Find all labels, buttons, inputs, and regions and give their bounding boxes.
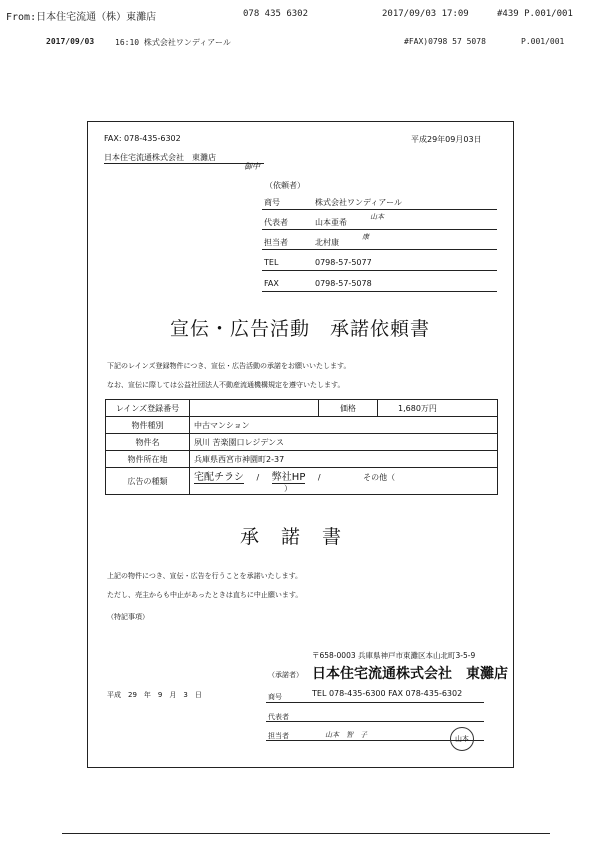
- table-row: [106, 400, 498, 417]
- fax-header-from: From:日本住宅流通（株）東灘店: [6, 12, 157, 23]
- personal-seal: 山本: [450, 727, 474, 751]
- address-label: 物件所在地: [106, 451, 190, 468]
- reins-label: レインズ登録番号: [106, 400, 190, 417]
- requester-tel-underline: [262, 270, 497, 271]
- requester-company-label: 商号: [264, 198, 280, 207]
- table-row: [106, 451, 498, 468]
- type-value: 中古マンション: [190, 417, 498, 434]
- intro-line-2: なお、宣伝に際しては公益社団法人不動産流通機構規定を遵守いたします。: [107, 381, 345, 389]
- requester-rep-label: 代表者: [264, 218, 288, 227]
- media-label: 広告の種類: [106, 468, 190, 495]
- media-separator-2: /: [317, 473, 321, 482]
- stamp-address: 〒658-0003 兵庫県神戸市東灘区本山北町3-5-9: [312, 651, 476, 660]
- intro-line-1: 下記のレインズ登録物件につき、宣伝・広告活動の承諾をお願いいたします。: [107, 362, 351, 370]
- requester-manager-underline: [262, 249, 497, 250]
- media-flyer: 宅配チラシ: [194, 472, 244, 483]
- approval-line-1: 上記の物件につき、宣伝・広告を行うことを承諾いたします。: [107, 572, 303, 580]
- fax-header-number: 078 435 6302: [243, 9, 309, 19]
- name-value: 夙川 苦楽園口レジデンス: [190, 434, 498, 451]
- table-row: [106, 468, 498, 495]
- approver-rep-underline: [266, 721, 484, 722]
- requester-rep-stamp: 山本: [370, 213, 384, 221]
- requester-company-underline: [262, 209, 497, 210]
- stamp-tel-fax: TEL 078-435-6300 FAX 078-435-6302: [312, 689, 463, 698]
- price-value: 1,680万円: [378, 400, 498, 417]
- media-other-close: ）: [284, 484, 292, 493]
- doc-date: 平成29年09月03日: [411, 135, 482, 144]
- media-website: 弊社HP: [271, 472, 306, 483]
- fax-header2-fax: #FAX)0798 57 5078: [404, 37, 486, 46]
- requester-tel: 0798-57-5077: [315, 258, 372, 267]
- approval-line-2: ただし、売主からも中止があったときは直ちに中止願います。: [107, 591, 303, 599]
- requester-fax-label: FAX: [264, 279, 279, 288]
- bottom-rule: [62, 833, 550, 834]
- fax-header-datetime: 2017/09/03 17:09: [382, 9, 469, 19]
- recipient-underline: [104, 163, 264, 164]
- requester-rep-underline: [262, 229, 497, 230]
- requester-heading: （依頼者）: [265, 181, 305, 190]
- fax-header2-page: P.001/001: [521, 37, 565, 46]
- table-row: [106, 434, 498, 451]
- requester-manager-label: 担当者: [264, 238, 288, 247]
- approval-title: 承諾書: [240, 526, 364, 548]
- requester-company: 株式会社ワンディアール: [315, 198, 402, 207]
- recipient-honorific: 御中: [244, 162, 260, 171]
- price-label: 価格: [319, 400, 378, 417]
- doc-fax-line: FAX: 078-435-6302: [104, 134, 181, 143]
- stamp-company: 日本住宅流通株式会社 東灘店: [312, 666, 508, 682]
- approver-heading: （承諾者）: [268, 671, 303, 679]
- document-title: 宣伝・広告活動 承諾依頼書: [170, 318, 431, 340]
- requester-fax: 0798-57-5078: [315, 279, 372, 288]
- requester-rep: 山本亜希: [315, 218, 347, 227]
- property-info-table: [105, 399, 498, 495]
- type-label: 物件種別: [106, 417, 190, 434]
- fax-header-page: #439 P.001/001: [497, 9, 573, 19]
- fax-header2-company: 16:10 株式会社ワンディアール: [115, 38, 231, 47]
- approver-trade-label: 商号: [268, 693, 282, 701]
- signed-date: 平成 29 年 9 月 3 日: [107, 691, 202, 699]
- media-cell: [190, 468, 498, 495]
- reins-value: [190, 400, 319, 417]
- approver-rep-label: 代表者: [268, 713, 289, 721]
- recipient: 日本住宅流通株式会社 東灘店: [104, 153, 216, 162]
- name-label: 物件名: [106, 434, 190, 451]
- approver-person-label: 担当者: [268, 732, 289, 740]
- requester-manager-stamp: 康: [362, 233, 369, 241]
- requester-tel-label: TEL: [264, 258, 279, 267]
- approver-person-name: 山本 智 子: [325, 731, 367, 739]
- media-separator-1: /: [256, 473, 260, 482]
- requester-manager: 北村康: [315, 238, 339, 247]
- requester-fax-underline: [262, 291, 497, 292]
- approver-trade-underline: [266, 702, 484, 703]
- media-other: その他（: [363, 473, 396, 482]
- fax-header2-date: 2017/09/03: [46, 37, 95, 46]
- address-value: 兵庫県西宮市神園町2-37: [190, 451, 498, 468]
- table-row: [106, 417, 498, 434]
- special-notes-label: （特記事項）: [107, 613, 149, 621]
